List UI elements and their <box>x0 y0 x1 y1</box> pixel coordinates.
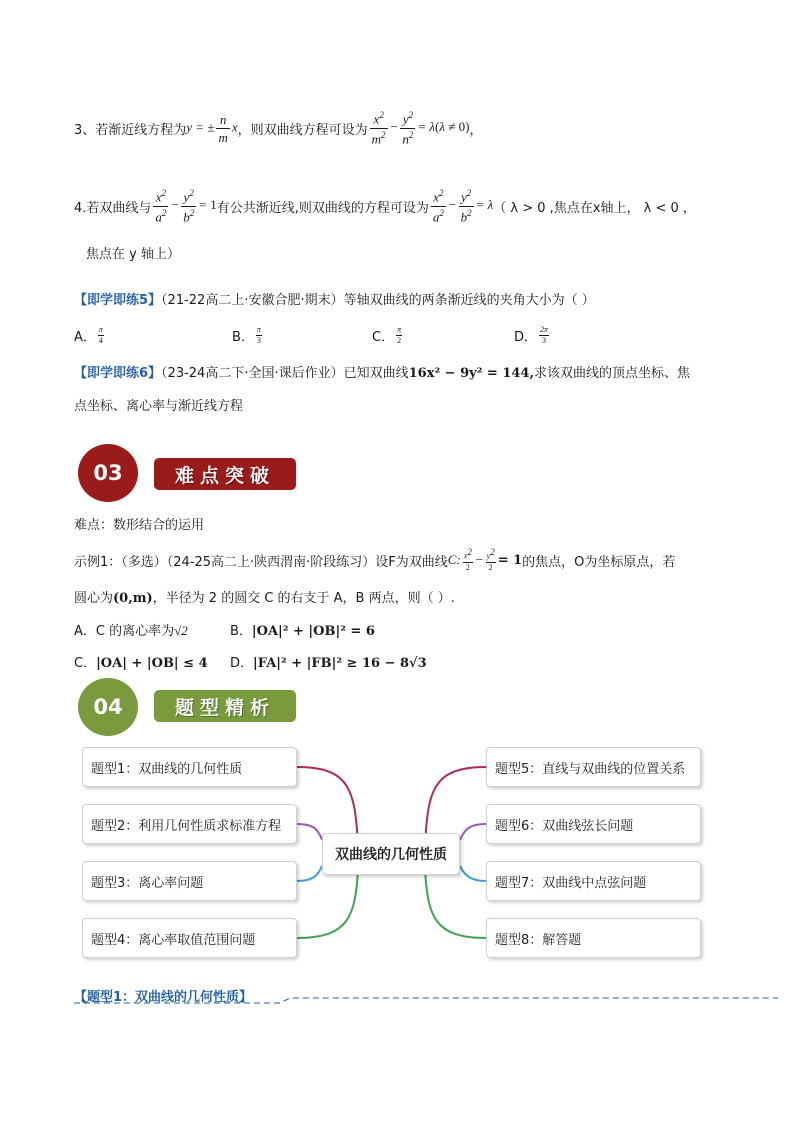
option-b-math: |OA|² + |OB|² = 6 <box>251 624 375 639</box>
option-b-frac: $\frac{\pi}{3}$ <box>256 324 261 345</box>
section-03-title: 难点突破 <box>154 458 296 490</box>
section-04-title: 题型精析 <box>154 690 296 722</box>
exercise-6-source: （23-24高二下·全国·课后作业） <box>161 366 344 381</box>
curve-x-frac: $\frac{x^2}{2}$ <box>463 547 472 572</box>
exercise-5-question: 等轴双曲线的两条渐近线的夹角大小为（ ） <box>343 293 595 308</box>
exercise-6-line2: 点坐标、离心率与渐近线方程 <box>74 399 244 414</box>
mindmap-right-2[interactable]: 题型6：双曲线弦长问题 <box>486 804 701 844</box>
option-b[interactable]: B． $\frac{\pi}{3}$ <box>232 324 261 345</box>
branch-right-3 <box>460 866 486 881</box>
item-4-line2: 焦点在 y 轴上） <box>86 247 180 262</box>
mindmap-right-3[interactable]: 题型7：双曲线中点弦问题 <box>486 861 701 901</box>
exercise-6-question-pre: 已知双曲线 <box>343 366 409 381</box>
item-3-mid: ，则双曲线方程可设为 <box>237 122 368 138</box>
mindmap-left-2[interactable]: 题型2：利用几何性质求标准方程 <box>82 804 297 844</box>
section-03-number: 03 <box>78 444 138 502</box>
option-c-math: |OA| + |OB| ≤ 4 <box>96 656 208 671</box>
option-d-frac: $\frac{2\pi}{3}$ <box>540 324 549 345</box>
hyperbola-standard-formula: $\frac{x^2}{a^2}$ − $\frac{y^2}{b^2}$ = 1 <box>155 188 217 224</box>
option-a-frac: $\frac{\pi}{4}$ <box>98 324 103 345</box>
item-3-end: ， <box>469 122 483 138</box>
item-4-prefix: 4.若双曲线与 <box>74 200 152 216</box>
section-04-number: 04 <box>78 678 138 736</box>
example-1-option-a[interactable]: A．C 的离心率为√2 <box>74 623 188 639</box>
mindmap-left-4[interactable]: 题型4：离心率取值范围问题 <box>82 918 297 958</box>
branch-left-2 <box>297 824 322 840</box>
difficulty-label: 难点：数形结合的运用 <box>74 518 205 533</box>
option-d[interactable]: D． $\frac{2\pi}{3}$ <box>514 324 549 345</box>
circle-center: (0,m) <box>113 591 153 606</box>
curve-eq-one: = 1 <box>497 552 523 568</box>
example-1-option-d[interactable]: D．|FA|² + |FB|² ≥ 16 − 8√3 <box>230 656 427 671</box>
option-a-math: √2 <box>174 623 188 638</box>
mindmap-center[interactable]: 双曲线的几何性质 <box>322 833 460 875</box>
example-1-pre: 示例1：（多选）（24-25高二上·陕西渭南·阶段练习）设F为双曲线 <box>74 554 448 570</box>
item-4-mid: 有公共渐近线,则双曲线的方程可设为 <box>216 200 429 216</box>
exercise-5-tag: 【即学即练5】 <box>74 293 162 308</box>
mindmap-left-1[interactable]: 题型1：双曲线的几何性质 <box>82 747 297 787</box>
example-1-line2: 圆心为(0,m)，半径为 2 的圆交 C 的右支于 A，B 两点，则（ ）. <box>74 591 455 606</box>
curve-y-frac: $\frac{y^2}{2}$ <box>486 547 495 572</box>
branch-right-2 <box>460 824 486 840</box>
exercise-6-equation: 16x² − 9y² = 144, <box>408 366 534 381</box>
option-d-math: |FA|² + |FB|² ≥ 16 − 8√3 <box>253 656 427 671</box>
option-c[interactable]: C． $\frac{\pi}{2}$ <box>372 324 402 345</box>
mindmap-right-4[interactable]: 题型8：解答题 <box>486 918 701 958</box>
mindmap-right-1[interactable]: 题型5：直线与双曲线的位置关系 <box>486 747 701 787</box>
example-1-option-b[interactable]: B．|OA|² + |OB|² = 6 <box>230 624 375 639</box>
curve-label: C: <box>447 552 461 567</box>
mindmap-left-3[interactable]: 题型3：离心率问题 <box>82 861 297 901</box>
option-c-frac: $\frac{\pi}{2}$ <box>397 324 402 345</box>
item-3-prefix: 3、若渐近线方程为 <box>74 122 187 138</box>
exercise-5-source: （21-22高二上·安徽合肥·期末） <box>161 293 344 308</box>
exercise-6-tag: 【即学即练6】 <box>74 366 162 381</box>
example-1-post: 的焦点，O为坐标原点，若 <box>522 554 676 570</box>
option-a[interactable]: A． $\frac{\pi}{4}$ <box>74 324 103 345</box>
example-1-option-c[interactable]: C．|OA| + |OB| ≤ 4 <box>74 656 208 671</box>
footer-heading: 【题型1：双曲线的几何性质】 <box>74 990 253 1005</box>
exercise-6-question-post: 求该双曲线的顶点坐标、焦 <box>534 366 691 381</box>
branch-left-3 <box>297 866 322 881</box>
hyperbola-lambda-formula: $\frac{x^2}{a^2}$ − $\frac{y^2}{b^2}$ = λ <box>432 188 494 224</box>
item-4-lambda-cond: （ λ > 0 ,焦点在x轴上， λ < 0 ， <box>493 200 696 216</box>
asymptote-formula: y = ± $\frac{n}{m}$ x <box>186 111 238 145</box>
hyperbola-form-formula: $\frac{x^2}{m^2}$ − $\frac{y^2}{n^2}$ = λ(λ ≠ 0) <box>371 110 470 146</box>
example-1: 示例1：（多选）（24-25高二上·陕西渭南·阶段练习）设F为双曲线 C: $\frac{x^2}{2}$ − $\frac{y^2}{2}$ = 1 的焦点，O为坐标原点，若 <box>74 547 676 572</box>
